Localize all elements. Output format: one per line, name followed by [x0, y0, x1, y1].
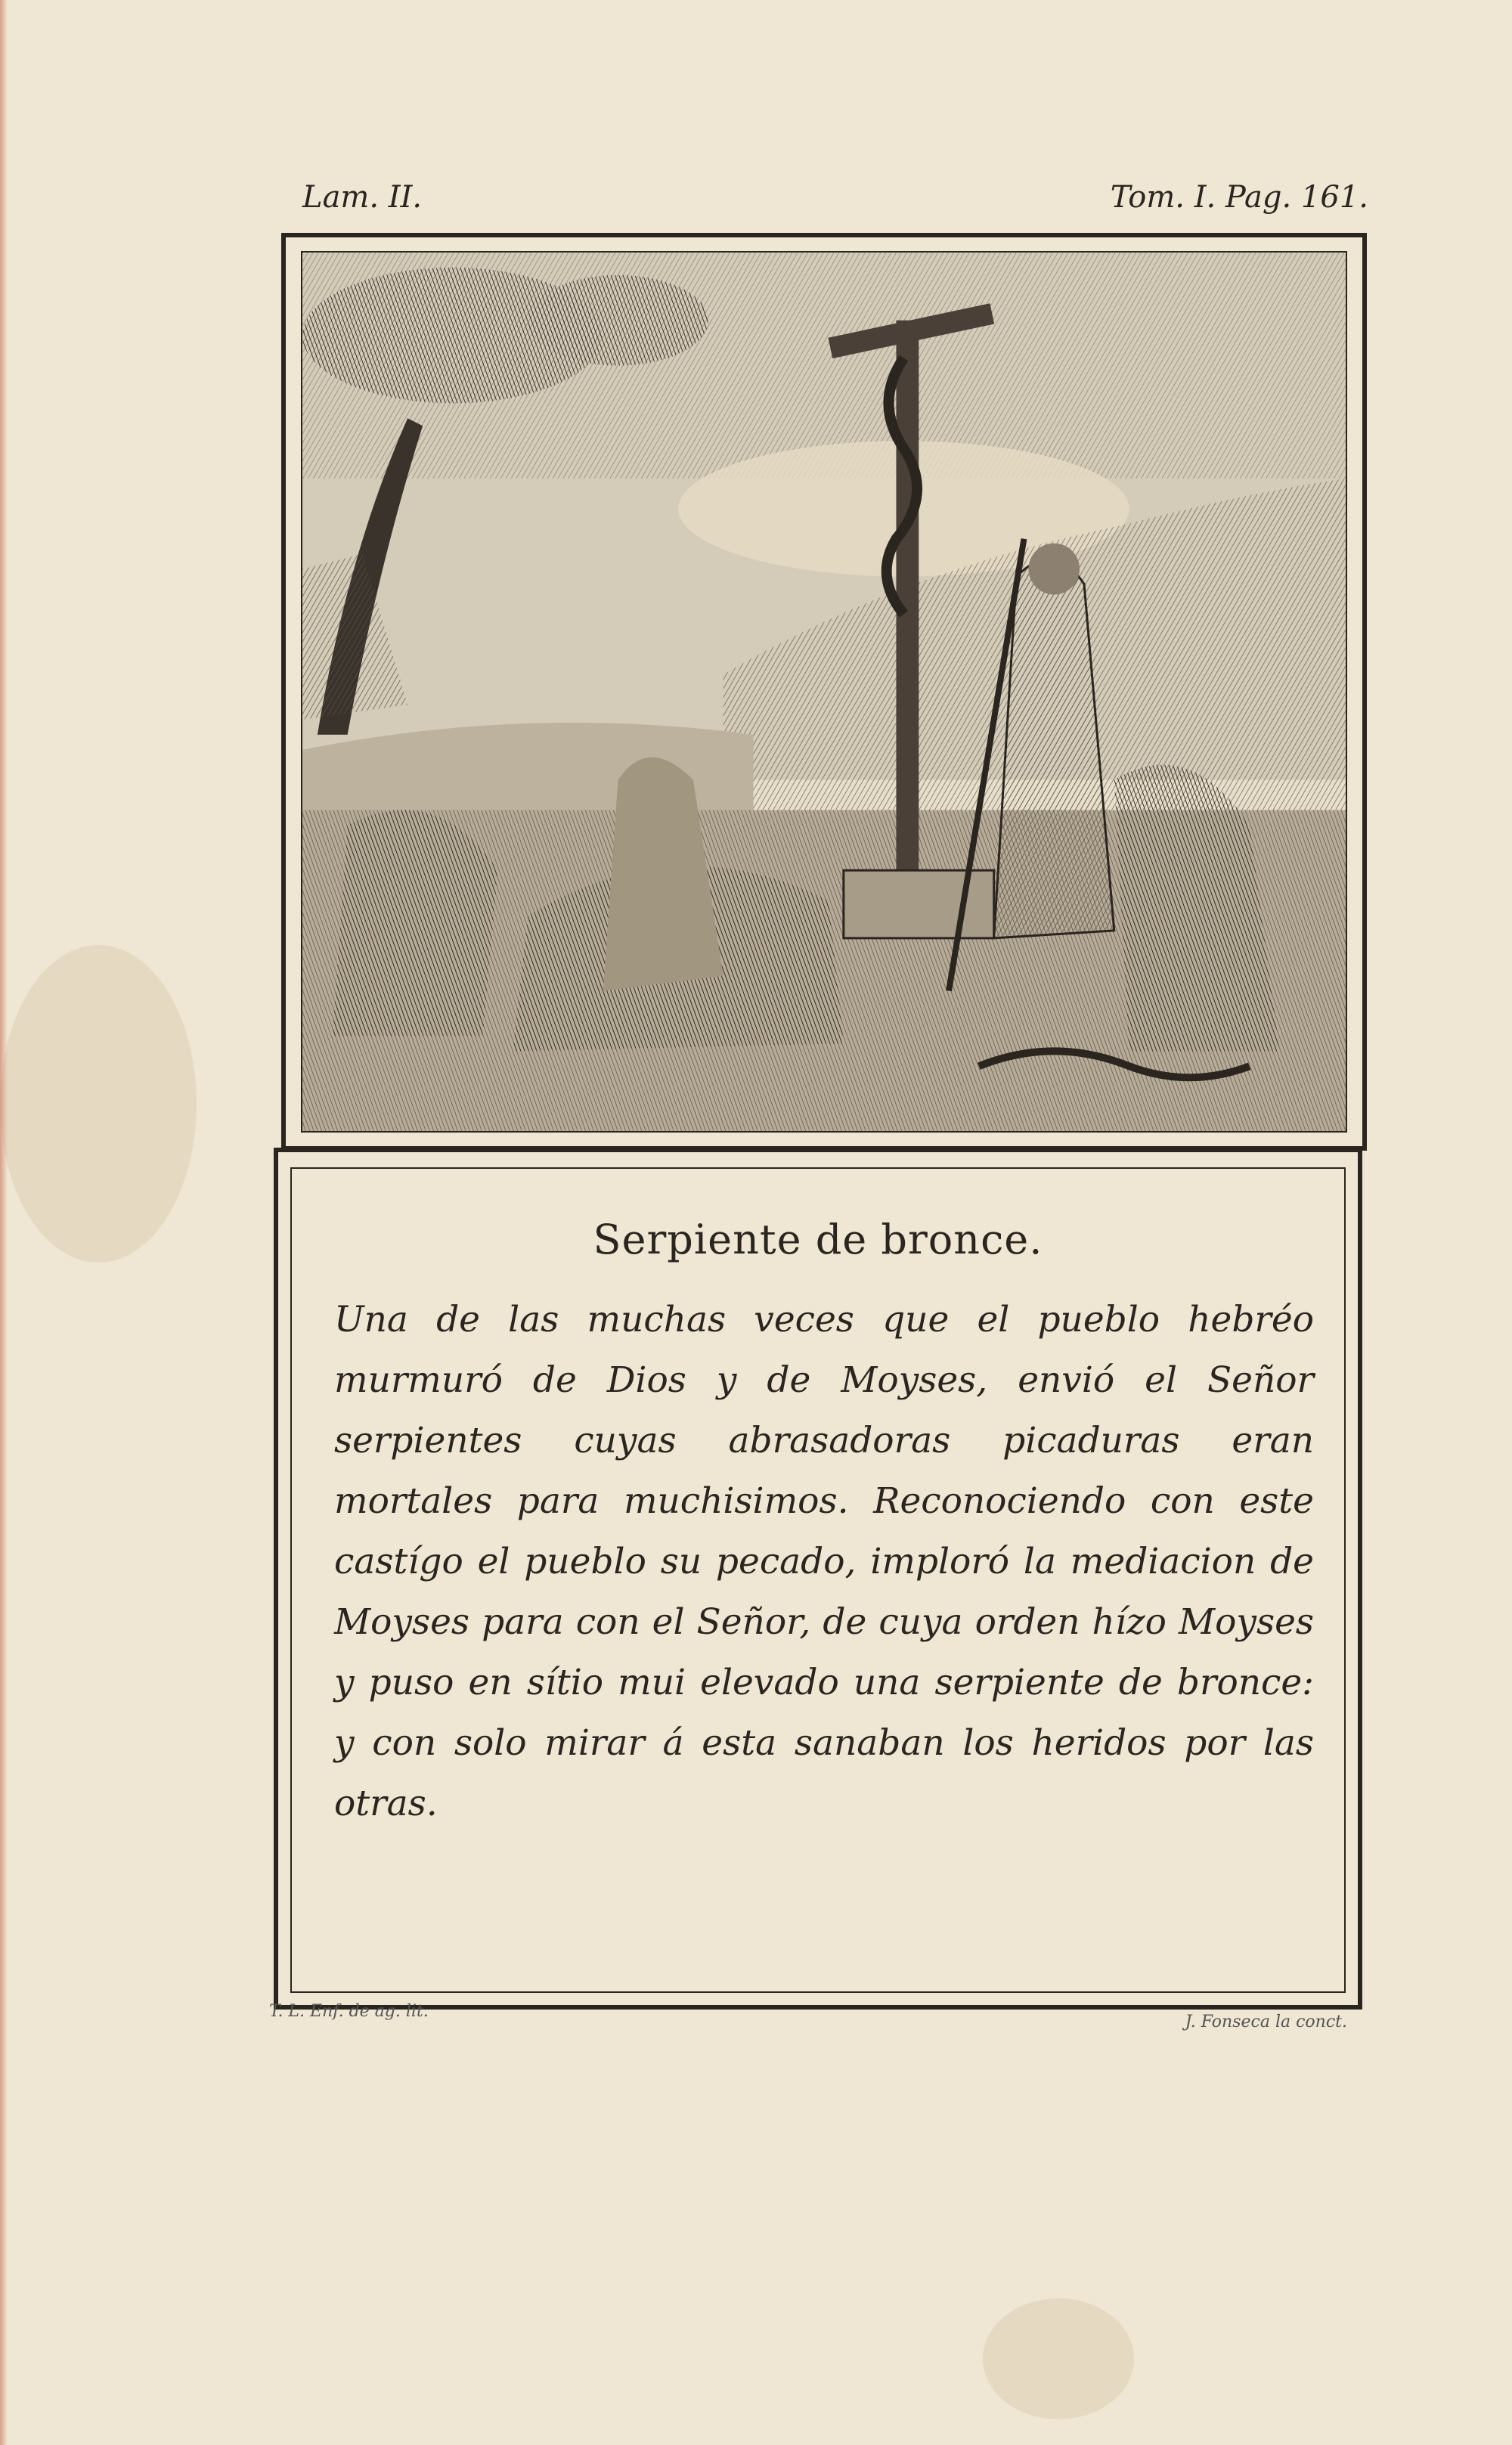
- volume-page-label: Tom. I. Pag. 161.: [1110, 180, 1368, 215]
- caption-box: [274, 1148, 1362, 2010]
- engraver-credit-right: J. Fonseca la conct.: [1185, 2013, 1347, 2031]
- engraver-credit-left: T. L. Enf. de ag. lit.: [269, 2002, 429, 2021]
- bronze-serpent-engraving: [302, 253, 1346, 1131]
- plate-label: Lam. II.: [302, 180, 423, 215]
- paper-edge: [0, 0, 8, 2445]
- caption-title: Serpiente de bronce.: [593, 1216, 1043, 1263]
- caption-inner-frame: [290, 1167, 1346, 1993]
- paper-stain: [0, 945, 197, 1263]
- caption-text: Una de las muchas veces que el pueblo hebréo murmuró de Dios y de Moyses, envió el Señor serpientes cuyas abrasadoras picaduras eran mortales para muchisimos. Reconociendo con este castígo el pueblo su pecado, imploró la mediacion de Moyses para con el Señor, de cuya orden hízo Moyses y puso en sítio mui elevado una serpiente de bronce: y con solo mirar á esta sanaban los heridos por las otras.: [334, 1299, 1314, 1824]
- engraving-frame: [281, 233, 1367, 1151]
- engraving-illustration: [301, 251, 1347, 1133]
- paper-stain: [983, 2298, 1134, 2419]
